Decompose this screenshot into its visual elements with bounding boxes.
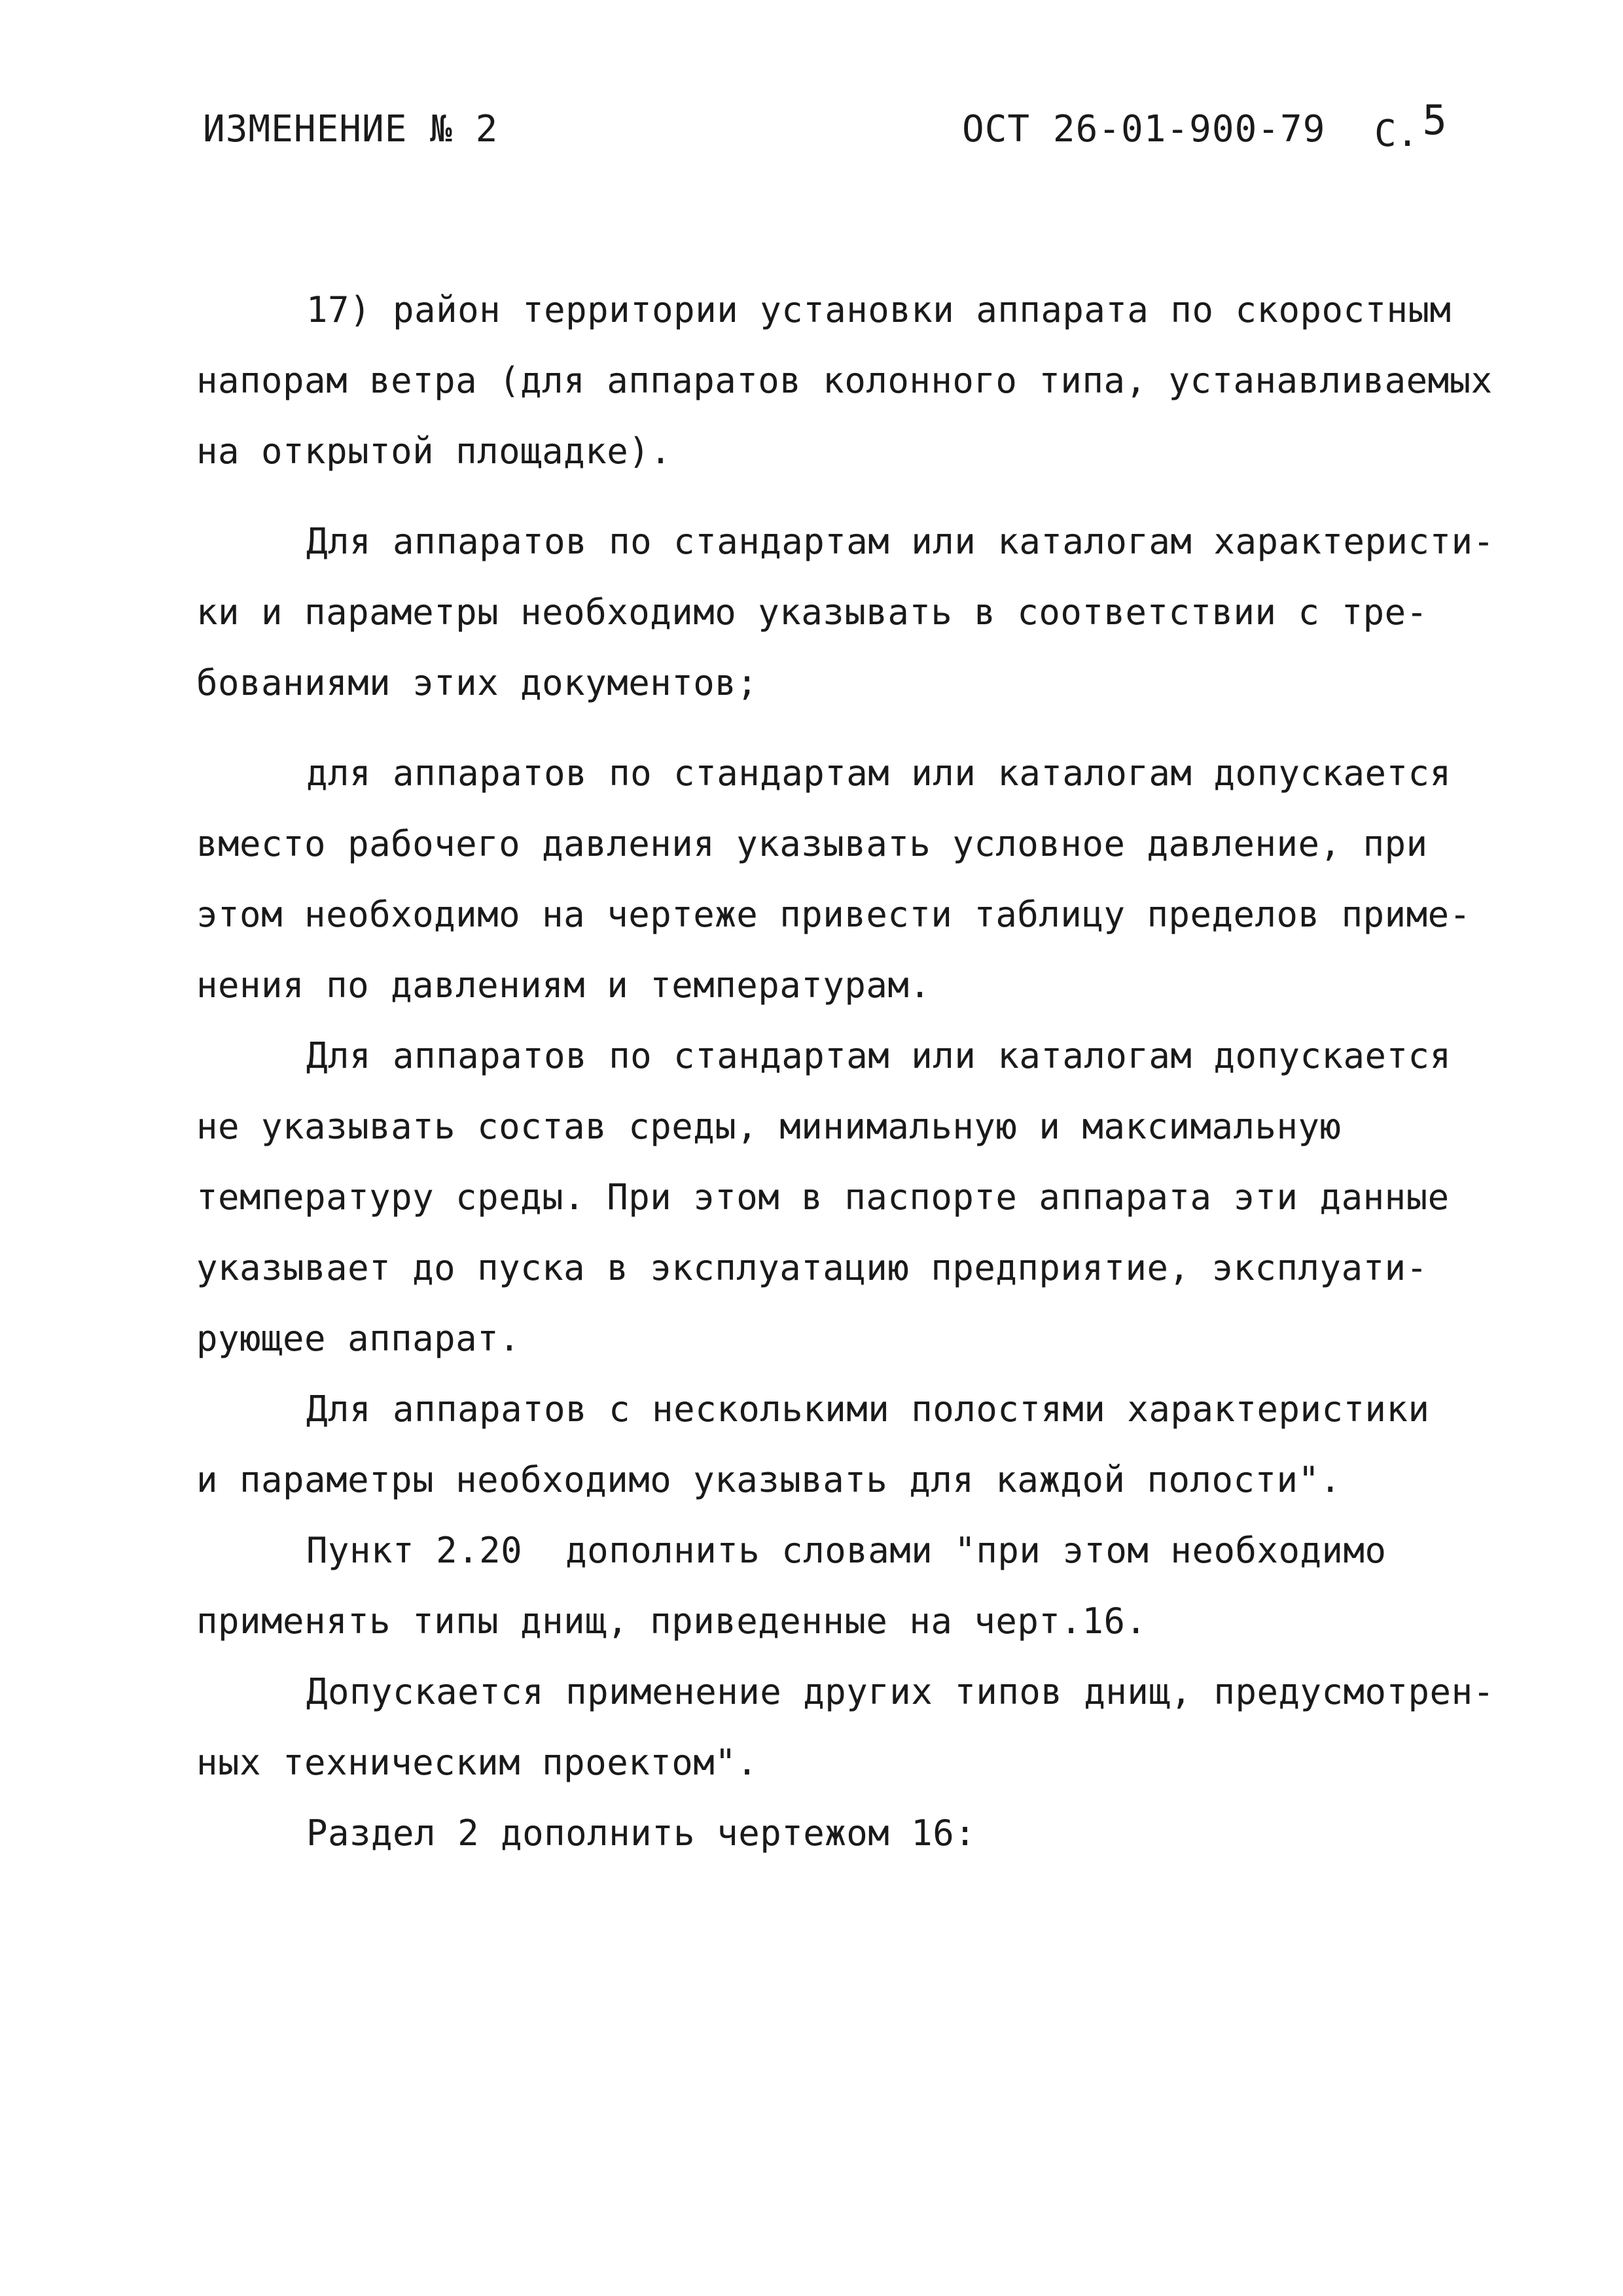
text-line: для аппаратов по стандартам или каталогам допускается [306,752,1452,794]
paragraph-catalog-characteristics [196,506,1538,718]
page-number-block [1374,96,1447,156]
text-line: и параметры необходимо указывать для каждой полости". [196,1459,1342,1500]
text-line: Раздел 2 дополнить чертежом 16: [306,1812,976,1854]
text-line: нения по давлениям и температурам. [196,964,931,1006]
text-line: ки и параметры необходимо указывать в соответствии с тре- [196,592,1428,633]
page-prefix: С. [1374,113,1419,155]
text-line: Допускается применение других типов днищ, предусмотрен- [306,1671,1495,1712]
text-line: применять типы днищ, приведенные на черт.16. [196,1600,1147,1642]
standard-code: ОСТ 26-01-900-79 [962,108,1326,150]
paragraph-item-17 [196,275,1538,487]
text-line: Для аппаратов по стандартам или каталогам характеристи- [306,521,1495,562]
paragraph-medium-composition [196,1021,1538,1374]
paragraph-conditional-pressure [196,738,1538,1021]
text-line: Для аппаратов с несколькими полостями характеристики [306,1388,1430,1430]
text-line: вместо рабочего давления указывать условное давление, при [196,823,1428,864]
text-line: рующее аппарат. [196,1318,521,1359]
text-line: этом необходимо на чертеже привести таблицу пределов приме- [196,894,1471,935]
paragraph-multiple-cavities [196,1374,1538,1515]
text-line: температуру среды. При этом в паспорте аппарата эти данные [196,1176,1450,1218]
page-number: 5 [1422,96,1447,144]
text-line: указывает до пуска в эксплуатацию предприятие, эксплуати- [196,1247,1428,1288]
text-line: на открытой площадке). [196,431,672,472]
text-line: не указывать состав среды, минимальную и максимальную [196,1106,1342,1147]
text-line: 17) район территории установки аппарата по скоростным [306,289,1452,330]
text-line: бованиями этих документов; [196,662,758,703]
document-body [196,275,1538,1869]
text-line: Пункт 2.20 дополнить словами "при этом необходимо [306,1530,1387,1571]
paragraph-section-2-drawing [196,1798,1538,1869]
text-line: Для аппаратов по стандартам или каталогам допускается [306,1035,1452,1076]
change-label: ИЗМЕНЕНИЕ № 2 [203,108,499,150]
paragraph-other-head-types [196,1657,1538,1798]
text-line: ных техническим проектом". [196,1742,758,1783]
paragraph-clause-2-20 [196,1515,1538,1657]
text-line: напорам ветра (для аппаратов колонного типа, устанавливаемых [196,360,1493,401]
